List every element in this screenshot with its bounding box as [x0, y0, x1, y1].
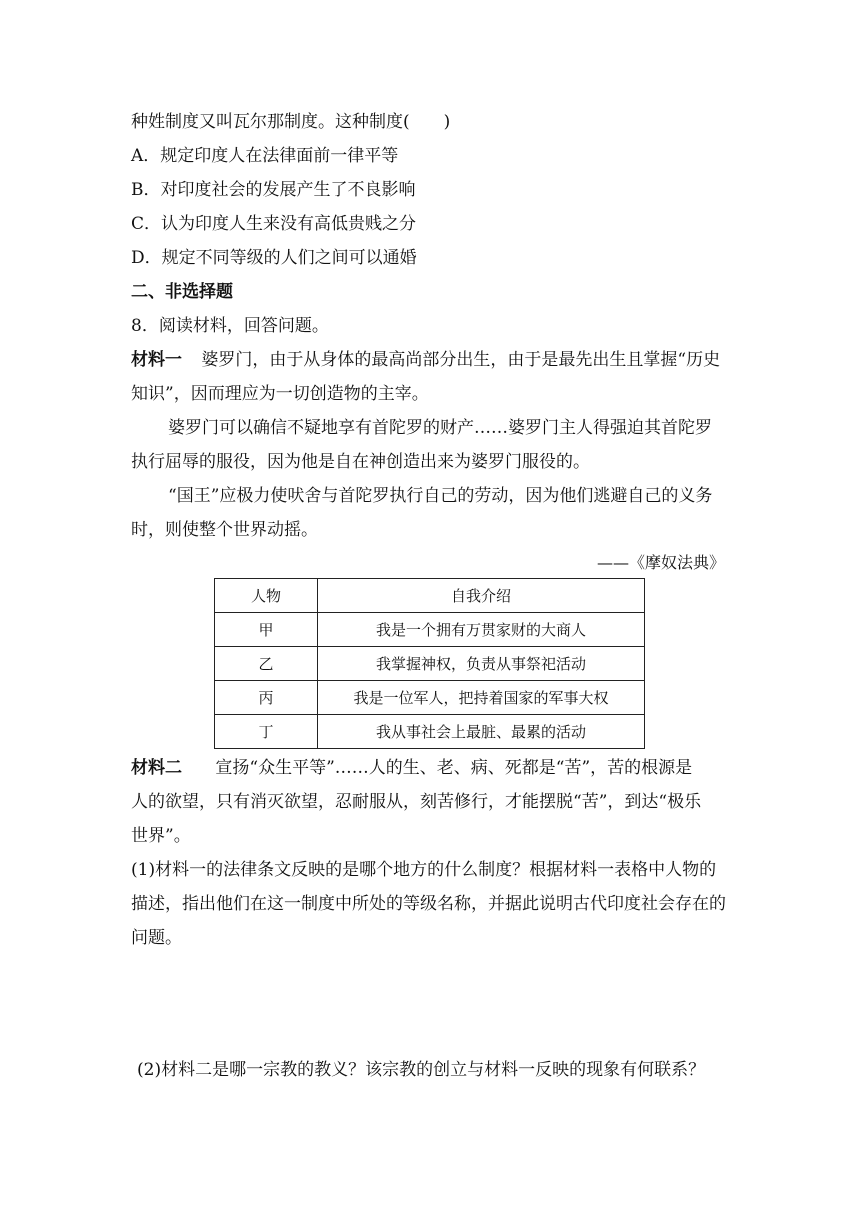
- subquestion-1-line-2: 描述，指出他们在这一制度中所处的等级名称，并据此说明古代印度社会存在的: [131, 894, 726, 914]
- section-title: 二、非选择题: [131, 282, 233, 302]
- table-row: [215, 681, 645, 715]
- caste-table: [214, 578, 645, 749]
- table-cell-intro: 我是一个拥有万贯家财的大商人: [318, 613, 645, 647]
- material1-line-1: [131, 348, 720, 372]
- table-cell-person: 乙: [215, 647, 318, 681]
- table-cell-intro: 我从事社会上最脏、最累的活动: [318, 715, 645, 749]
- subquestion-2: (2)材料二是哪一宗教的教义？该宗教的创立与材料一反映的现象有何联系？: [137, 1060, 706, 1080]
- material1-source: ——《摩奴法典》: [596, 553, 725, 572]
- q7-option-d: D．规定不同等级的人们之间可以通婚: [131, 248, 417, 268]
- material1-line-6: 时，则使整个世界动摇。: [131, 520, 318, 540]
- subquestion-1-line-1: (1)材料一的法律条文反映的是哪个地方的什么制度？根据材料一表格中人物的: [131, 860, 717, 880]
- table-cell-person: 甲: [215, 613, 318, 647]
- material2-label: 材料二: [131, 758, 182, 778]
- table-row: [215, 613, 645, 647]
- material2-line-1: [131, 756, 692, 780]
- material2-text: 宣扬“众生平等”……人的生、老、病、死都是“苦”，苦的根源是: [215, 758, 693, 778]
- q7-option-b: B．对印度社会的发展产生了不良影响: [131, 180, 416, 200]
- material2-line-3: 世界”。: [131, 826, 191, 846]
- table-cell-intro: 我掌握神权，负责从事祭祀活动: [318, 647, 645, 681]
- table-cell-intro: 我是一位军人，把持着国家的军事大权: [318, 681, 645, 715]
- material1-line-5: “国王”应极力使吠舍与首陀罗执行自己的劳动，因为他们逃避自己的义务: [168, 486, 713, 506]
- table-header-person: 人物: [215, 579, 318, 613]
- material1-line-3: 婆罗门可以确信不疑地享有首陀罗的财产……婆罗门主人得强迫其首陀罗: [168, 418, 712, 438]
- material1-label: 材料一: [131, 350, 182, 370]
- table-cell-person: 丙: [215, 681, 318, 715]
- material1-text: 婆罗门，由于从身体的最高尚部分出生，由于是最先出生且掌握“历史: [201, 350, 721, 370]
- table-cell-person: 丁: [215, 715, 318, 749]
- q7-option-c: C．认为印度人生来没有高低贵贱之分: [131, 214, 417, 234]
- q7-option-a: A．规定印度人在法律面前一律平等: [131, 146, 399, 166]
- subquestion-1-line-3: 问题。: [131, 928, 182, 948]
- table-row: [215, 647, 645, 681]
- material2-line-2: 人的欲望，只有消灭欲望，忍耐服从，刻苦修行，才能摆脱“苦”，到达“极乐: [131, 792, 702, 812]
- material1-line-2: 知识”，因而理应为一切创造物的主宰。: [131, 384, 429, 404]
- q8-stem: 8．阅读材料，回答问题。: [131, 316, 329, 336]
- table-header-intro: 自我介绍: [318, 579, 645, 613]
- table-header-row: [215, 579, 645, 613]
- material1-line-4: 执行屈辱的服役，因为他是自在神创造出来为婆罗门服役的。: [131, 452, 590, 472]
- table-row: [215, 715, 645, 749]
- q7-stem: 种姓制度又叫瓦尔那制度。这种制度( ): [131, 112, 451, 132]
